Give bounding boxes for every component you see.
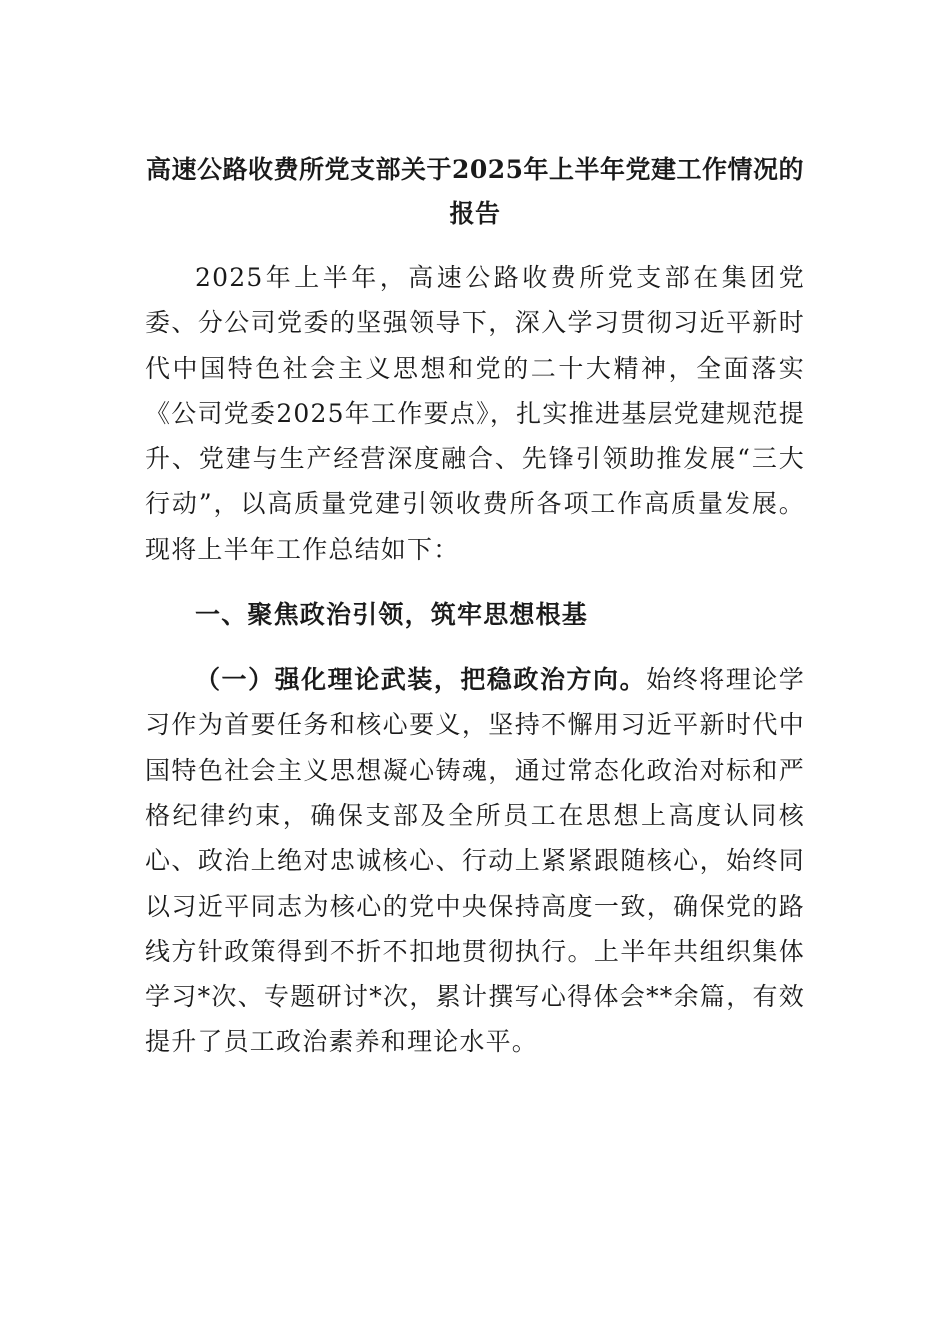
paragraph-lead: （一）强化理论武装，把稳政治方向。: [195, 665, 647, 695]
document-title: 高速公路收费所党支部关于2025年上半年党建工作情况的报告: [145, 155, 805, 228]
intro-paragraph: 2025年上半年，高速公路收费所党支部在集团党委、分公司党委的坚强领导下，深入学习贯彻习近平新时代中国特色社会主义思想和党的二十大精神，全面落实《公司党委2025年工作要点》，扎实推进基层党建规范提升、党建与生产经营深度融合、先锋引领助推发展“三大行动”，以高质量党建引领收费所各项工作高质量发展。现将上半年工作总结如下：: [145, 263, 805, 564]
section-paragraph: [145, 657, 805, 1065]
paragraph-body: 始终将理论学习作为首要任务和核心要义，坚持不懈用习近平新时代中国特色社会主义思想凝心铸魂，通过常态化政治对标和严格纪律约束，确保支部及全所员工在思想上高度认同核心、政治上绝对忠诚核心、行动上紧紧跟随核心，始终同以习近平同志为核心的党中央保持高度一致，确保党的路线方针政策得到不折不扣地贯彻执行。上半年共组织集体学习*次、专题研讨*次，累计撰写心得体会**余篇，有效提升了员工政治素养和理论水平。: [145, 665, 806, 1057]
document-page: [145, 148, 805, 1065]
section-heading: 一、聚焦政治引领，筑牢思想根基: [195, 600, 589, 630]
